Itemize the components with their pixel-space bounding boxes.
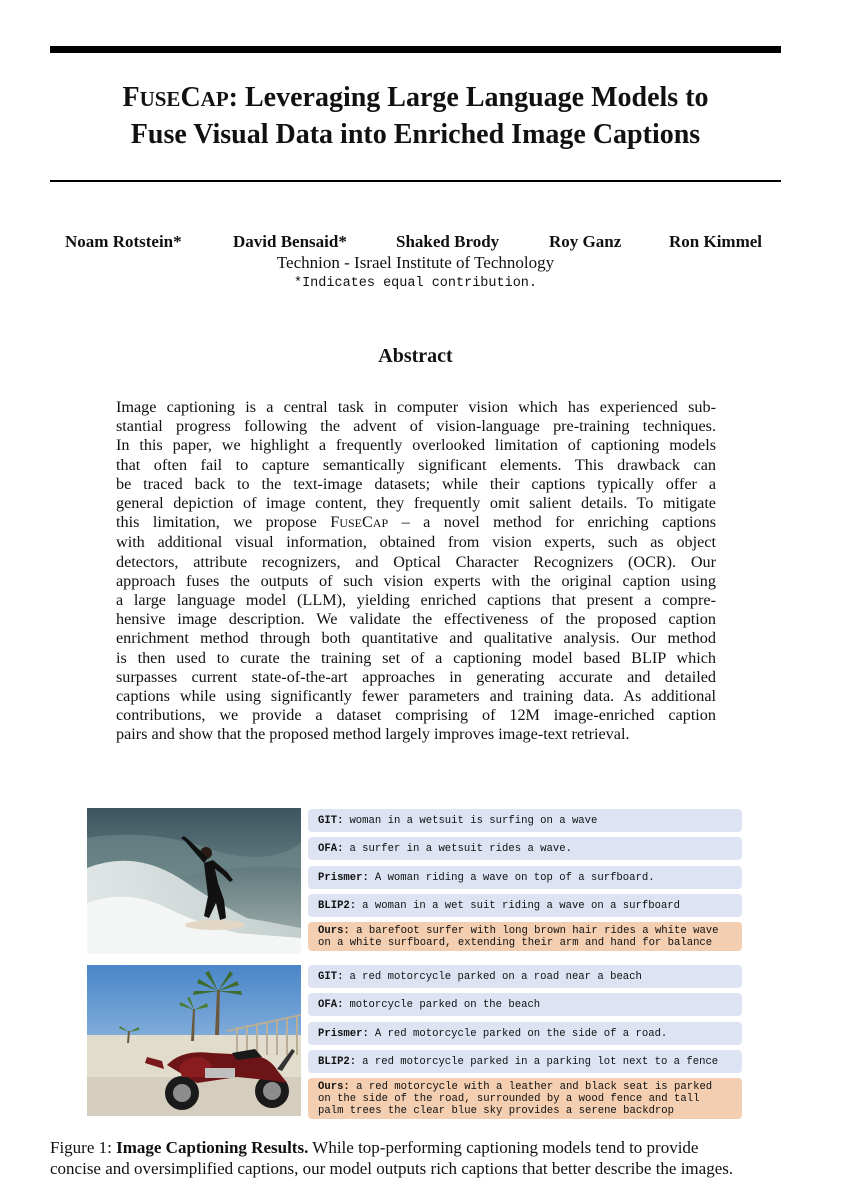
top-rule bbox=[50, 46, 781, 53]
caption-text: a red motorcycle parked in a parking lot next to a fence bbox=[362, 1055, 719, 1068]
caption-text: A woman riding a wave on top of a surfboard. bbox=[374, 871, 655, 884]
caption-text: a woman in a wet suit riding a wave on a surfboard bbox=[362, 899, 681, 912]
affiliation: Technion - Israel Institute of Technology bbox=[276, 253, 555, 272]
motorcycle-photo bbox=[87, 965, 301, 1116]
author-list bbox=[50, 232, 781, 254]
model-name: OFA: bbox=[318, 998, 344, 1011]
caption-box-blip2 bbox=[308, 1050, 742, 1073]
abstract-line: In this paper, we highlight a frequently overlooked limitation of captioning models bbox=[116, 436, 716, 455]
caption-text: Ours: a red motorcycle with a leather and black seat is parked on the side of the road, surrounded by a wood fence and tall palm trees the clear blue sky provides a serene backdrop bbox=[318, 1080, 713, 1117]
author-name: Ron Kimmel bbox=[669, 232, 763, 251]
caption-box-ofa bbox=[308, 993, 742, 1016]
abstract-line: surpasses current state-of-the-art approaches in generating accurate and detailed bbox=[116, 667, 716, 686]
abstract-line: approach fuses the outputs of such vision experts with the original caption using bbox=[116, 571, 716, 590]
abstract-line: is then used to curate the training set of a captioning model based BLIP which bbox=[116, 648, 716, 667]
author-name: Noam Rotstein* bbox=[65, 232, 182, 251]
abstract-line: contributions, we provide a dataset comprising of 12M image-enriched caption bbox=[116, 706, 716, 725]
model-name: BLIP2: bbox=[318, 899, 357, 912]
caption-box-ofa bbox=[308, 837, 742, 860]
title-rule bbox=[50, 180, 781, 182]
abstract-line: captions while using significantly fewer parameters and training data. As additional bbox=[116, 687, 716, 706]
caption-box-git bbox=[308, 809, 742, 832]
caption-box-git bbox=[308, 965, 742, 988]
abstract-line: detectors, attribute recognizers, and Optical Character Recognizers (OCR). Our bbox=[116, 552, 716, 571]
model-name: Prismer: bbox=[318, 871, 369, 884]
model-name: Prismer: bbox=[318, 1027, 369, 1040]
caption-text: a surfer in a wetsuit rides a wave. bbox=[349, 842, 572, 855]
model-name: GIT: bbox=[318, 814, 344, 827]
caption-text: woman in a wetsuit is surfing on a wave bbox=[349, 814, 598, 827]
title-line-2: Fuse Visual Data into Enriched Image Captions bbox=[130, 119, 701, 150]
abstract-line: this limitation, we propose FUSECAP – a novel method for enriching captions bbox=[116, 513, 716, 532]
abstract-line: enrichment method through both quantitative and qualitative analysis. Our method bbox=[116, 629, 716, 648]
figure-caption-line: Figure 1: Image Captioning Results. While top-performing captioning models tend to provide bbox=[50, 1138, 699, 1157]
abstract-line: pairs and show that the proposed method largely improves image-text retrieval. bbox=[116, 725, 630, 744]
caption-text: A red motorcycle parked on the side of a road. bbox=[374, 1027, 668, 1040]
author-name: Shaked Brody bbox=[396, 232, 500, 251]
title-line-1: FUSECAP: Leveraging Large Language Models to bbox=[122, 82, 709, 113]
abstract-line: a large language model (LLM), yielding enriched captions that present a compre- bbox=[116, 591, 716, 610]
model-name: BLIP2: bbox=[318, 1055, 357, 1068]
model-name: GIT: bbox=[318, 970, 344, 983]
author-name: Roy Ganz bbox=[549, 232, 622, 251]
caption-box-ours bbox=[308, 922, 742, 951]
surfer-photo bbox=[87, 808, 301, 954]
caption-text: motorcycle parked on the beach bbox=[349, 998, 541, 1011]
abstract-line: be traced back to the text-image datasets; while their captions typically offer a bbox=[116, 474, 716, 493]
abstract-line: general depiction of image content, they frequently omit salient details. To mitigate bbox=[116, 494, 716, 513]
caption-box-prismer bbox=[308, 1022, 742, 1045]
author-name: David Bensaid* bbox=[233, 232, 347, 251]
abstract-line: hensive image description. We validate the effectiveness of the proposed caption bbox=[116, 610, 716, 629]
caption-text: Ours: a barefoot surfer with long brown hair rides a white wave on a white surfboard, extending their arm and hand for balance bbox=[318, 924, 719, 949]
abstract-line: Image captioning is a central task in computer vision which has experienced sub- bbox=[116, 398, 716, 416]
equal-contribution-note: *Indicates equal contribution. bbox=[293, 276, 538, 291]
figure-caption bbox=[50, 1137, 781, 1179]
figure-caption-line: concise and oversimplified captions, our model outputs rich captions that better describe the images. bbox=[50, 1159, 734, 1178]
abstract-line: with additional visual information, obtained from vision experts, such as object bbox=[116, 533, 716, 552]
caption-text: a red motorcycle parked on a road near a beach bbox=[349, 970, 642, 983]
abstract-line: that often fail to capture semantically significant elements. This drawback can bbox=[116, 455, 716, 474]
abstract-body bbox=[116, 398, 716, 745]
paper-title bbox=[50, 80, 781, 153]
abstract-line: stantial progress following the advent of vision-language pre-training techniques. bbox=[116, 417, 716, 436]
model-name: OFA: bbox=[318, 842, 344, 855]
caption-box-blip2 bbox=[308, 894, 742, 917]
caption-box-prismer bbox=[308, 866, 742, 889]
abstract-heading: Abstract bbox=[378, 345, 453, 367]
caption-box-ours bbox=[308, 1078, 742, 1119]
